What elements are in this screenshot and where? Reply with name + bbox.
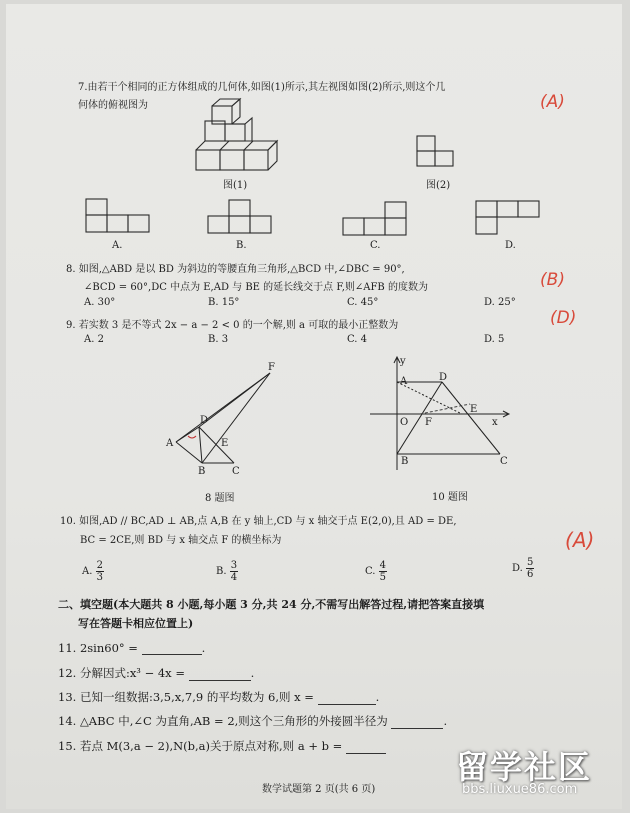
q10-text-line1: 10. 如图,AD // BC,AD ⊥ AB,点 A,B 在 y 轴上,CD 与 x 轴交于点 E(2,0),且 AD = DE, — [60, 516, 457, 527]
q7-text-line2: 何体的俯视图为 — [78, 100, 148, 111]
q10-option-a: A. $\frac{2}{3}$ — [82, 560, 103, 583]
q10-option-b: B. $\frac{3}{4}$ — [216, 560, 238, 583]
q11: 11. 2sin60° = . — [58, 641, 206, 655]
q14: 14. △ABC 中,∠C 为直角,AB = 2,则这个三角形的外接圆半径为 . — [58, 714, 448, 728]
q7-fig1-caption: 图(1) — [223, 180, 248, 191]
q10-label-c: C — [500, 456, 508, 467]
q10-handwritten-answer: (A) — [565, 528, 595, 552]
q7-option-b: B. — [236, 240, 247, 251]
q8-figure-caption: 8 题图 — [205, 493, 235, 504]
q8-option-c: C. 45° — [347, 297, 379, 308]
q13: 13. 已知一组数据:3,5,x,7,9 的平均数为 6,则 x = . — [58, 690, 380, 704]
q10-option-d: D. $\frac{5}{6}$ — [512, 557, 534, 580]
q8-option-d: D. 25° — [484, 297, 516, 308]
q7-option-a: A. — [112, 240, 123, 251]
q10-label-d: D — [439, 372, 448, 383]
q8-label-e: E — [221, 438, 229, 449]
q7-text-line1: 7.由若干个相同的正方体组成的几何体,如图(1)所示,其左视图如图(2)所示,则这个几 — [78, 82, 446, 93]
q8-label-b: B — [198, 466, 206, 477]
q10-option-c: C. $\frac{4}{5}$ — [365, 560, 387, 583]
section2-heading-line2: 写在答题卡相应位置上) — [78, 617, 194, 630]
q9-option-c: C. 4 — [347, 334, 368, 345]
q7-option-d: D. — [505, 240, 516, 251]
q7-option-c: C. — [370, 240, 381, 251]
q8-text-line1: 8. 如图,△ABD 是以 BD 为斜边的等腰直角三角形,△BCD 中,∠DBC = 90°, — [66, 264, 405, 275]
q7-handwritten-answer: (A) — [540, 92, 565, 112]
q8-handwritten-answer: (B) — [540, 270, 565, 290]
page-footer: 数学试题第 2 页(共 6 页) — [262, 784, 376, 795]
q9-option-d: D. 5 — [484, 334, 505, 345]
q8-label-c: C — [232, 466, 240, 477]
q9-handwritten-answer: (D) — [550, 308, 577, 328]
watermark-logo-text: 留学社区 — [456, 748, 593, 786]
q8-option-a: A. 30° — [84, 297, 116, 308]
q10-text-line2: BC = 2CE,则 BD 与 x 轴交点 F 的横坐标为 — [80, 535, 282, 546]
q10-label-a: A — [400, 376, 408, 387]
q10-figure-caption: 10 题图 — [432, 492, 468, 503]
q9-option-b: B. 3 — [208, 334, 229, 345]
q8-label-d: D — [200, 415, 209, 426]
q10-label-f: F — [425, 417, 432, 428]
q10-label-o: O — [400, 417, 409, 428]
watermark-url: bbs.liuxue86.com — [462, 782, 578, 797]
q8-label-a: A — [166, 438, 174, 449]
q9-option-a: A. 2 — [84, 334, 104, 345]
q7-fig2-caption: 图(2) — [426, 180, 451, 191]
q12: 12. 分解因式:x³ − 4x = . — [58, 666, 255, 680]
section2-heading-line1: 二、填空题(本大题共 8 小题,每小题 3 分,共 24 分,不需写出解答过程,请把答案直接填 — [58, 598, 485, 611]
q8-text-line2: ∠BCD = 60°,DC 中点为 E,AD 与 BE 的延长线交于点 F,则∠AFB 的度数为 — [84, 282, 428, 293]
q10-label-b: B — [401, 456, 409, 467]
q15: 15. 若点 M(3,a − 2),N(b,a)关于原点对称,则 a + b = — [58, 738, 386, 754]
q8-label-f: F — [268, 362, 275, 373]
q10-label-e: E — [470, 404, 478, 415]
q8-option-b: B. 15° — [208, 297, 240, 308]
q10-label-y: y — [400, 356, 406, 367]
q9-text-line1: 9. 若实数 3 是不等式 2x − a − 2 < 0 的一个解,则 a 可取的最小正整数为 — [66, 320, 399, 331]
q10-label-x: x — [492, 417, 498, 428]
